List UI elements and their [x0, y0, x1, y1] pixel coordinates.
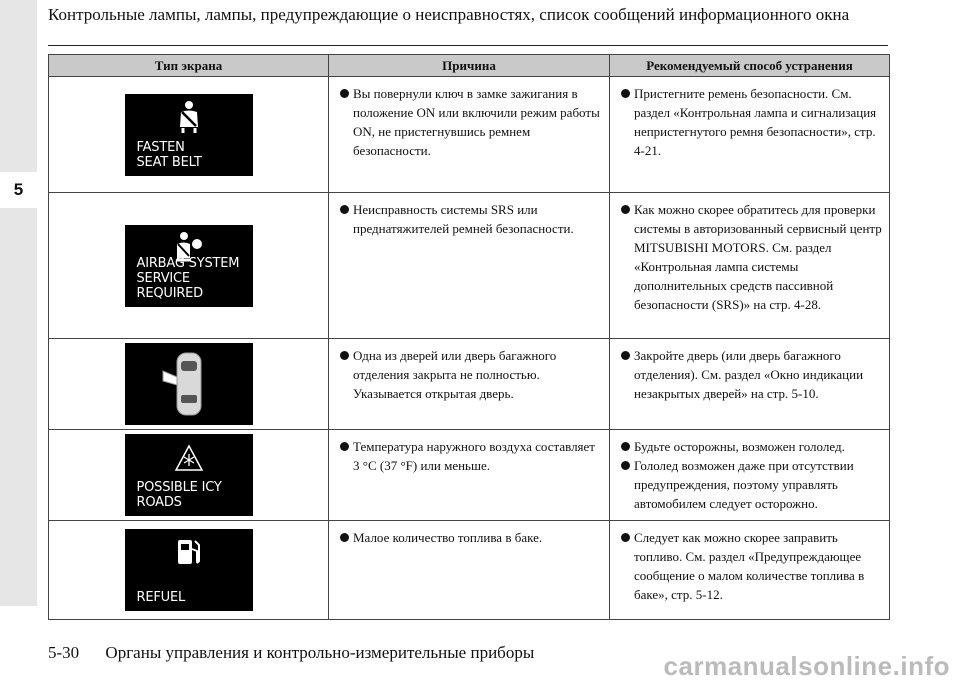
cause-cell [329, 430, 610, 521]
fuel-pump-icon [175, 537, 203, 567]
remedy-cell [610, 193, 890, 339]
door-open-icon [157, 347, 221, 421]
side-strip [0, 0, 37, 606]
cause-item: Вы повернули ключ в замке зажигания в положение ON или включили режим работы ON, не пристегнувшись ремнем безопасности. [339, 84, 603, 160]
cause-item: Неисправность системы SRS или преднатяжителей ремней безопасности. [339, 200, 603, 238]
screen-cell [49, 430, 329, 521]
screen-cell [49, 193, 329, 339]
remedy-item: Закройте дверь (или дверь багажного отделения). См. раздел «Окно индикации незакрытых дверей» на стр. 5-10. [620, 346, 883, 403]
display-message: AIRBAG SYSTEM SERVICE REQUIRED [136, 255, 240, 301]
display-message: POSSIBLE ICY ROADS [136, 480, 222, 510]
screen-cell [49, 521, 329, 620]
page-title: Контрольные лампы, лампы, предупреждающие о неисправностях, список сообщений информационного окна [48, 5, 850, 24]
cause-cell [329, 521, 610, 620]
messages-table [48, 54, 890, 620]
cause-cell [329, 339, 610, 430]
display-screen [125, 343, 253, 425]
screen-cell [49, 77, 329, 193]
table-row [49, 339, 890, 430]
column-header-cause: Причина [329, 55, 610, 77]
remedy-item: Будьте осторожны, возможен гололед. [620, 437, 883, 456]
header-divider [48, 45, 888, 46]
screen-cell [49, 339, 329, 430]
remedy-item: Как можно скорее обратитесь для проверки системы в авторизованный сервисный центр MITSUBISHI MOTORS. См. раздел «Контрольная лампа системы дополнительных средств пассивной безопасности (SRS)» на стр. 4-28. [620, 200, 883, 314]
display-screen [125, 529, 253, 611]
display-screen [125, 94, 253, 176]
section-title: Органы управления и контрольно-измерительные приборы [105, 643, 535, 662]
cause-item: Одна из дверей или дверь багажного отделения закрыта не полностью. Указывается открытая дверь. [339, 346, 603, 403]
seat-belt-icon [174, 100, 204, 134]
remedy-item: Гололед возможен даже при отсутствии предупреждения, поэтому управлять автомобилем следует осторожно. [620, 456, 883, 513]
column-header-remedy: Рекомендуемый способ устранения [610, 55, 890, 77]
display-screen [125, 434, 253, 516]
chapter-tab: 5 [0, 172, 37, 208]
page-number: 5-30 [48, 643, 80, 662]
display-screen [125, 225, 253, 307]
remedy-cell [610, 339, 890, 430]
page-footer [48, 643, 534, 663]
remedy-cell [610, 77, 890, 193]
watermark: carmanualsonline.info [663, 651, 950, 681]
table-row [49, 521, 890, 620]
cause-item: Малое количество топлива в баке. [339, 528, 603, 547]
table-row [49, 430, 890, 521]
cause-item: Температура наружного воздуха составляет 3 °C (37 °F) или меньше. [339, 437, 603, 475]
remedy-item: Пристегните ремень безопасности. См. раздел «Контрольная лампа и сигнализация непристегнутого ремня безопасности», стр. 4-21. [620, 84, 883, 160]
icy-road-icon [174, 444, 204, 472]
remedy-item: Следует как можно скорее заправить топливо. См. раздел «Предупреждающее сообщение о малом количестве топлива в баке», стр. 5-12. [620, 528, 883, 604]
display-message: REFUEL [136, 590, 185, 605]
column-header-screen: Тип экрана [49, 55, 329, 77]
remedy-cell [610, 521, 890, 620]
cause-cell [329, 77, 610, 193]
table-row [49, 193, 890, 339]
remedy-cell [610, 430, 890, 521]
table-row [49, 77, 890, 193]
display-message: FASTEN SEAT BELT [136, 139, 202, 170]
cause-cell [329, 193, 610, 339]
table-header-row [49, 55, 890, 77]
